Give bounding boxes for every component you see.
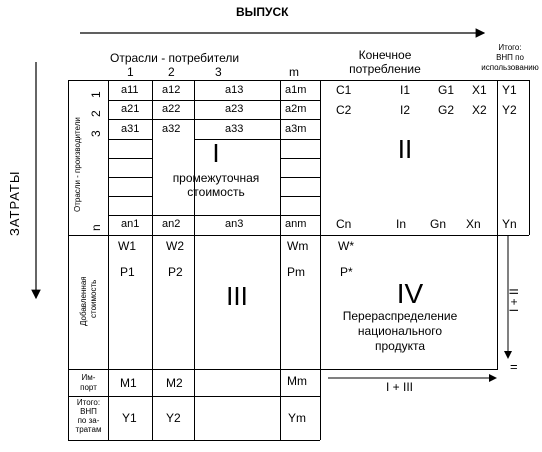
row-num-3: 3 bbox=[89, 130, 103, 137]
grid-line-r2 bbox=[108, 119, 320, 120]
q2-g2: G2 bbox=[438, 103, 455, 117]
q2-x2: X2 bbox=[472, 103, 487, 117]
cell-a23: a23 bbox=[225, 103, 244, 115]
cell-a22: a22 bbox=[162, 103, 181, 115]
q2-xn: Xn bbox=[466, 217, 481, 231]
cell-a31: a31 bbox=[121, 123, 140, 135]
gnp-use-line1: Итого: bbox=[498, 43, 522, 52]
q2-in: In bbox=[396, 217, 407, 231]
cell-an2: an2 bbox=[162, 218, 181, 230]
gnp-cost-line3: по за- bbox=[77, 416, 100, 425]
q4-w-star: W* bbox=[338, 239, 354, 253]
final-consumption-line1: Конечное bbox=[358, 48, 412, 62]
row-num-1: 1 bbox=[89, 91, 103, 98]
q2-i2: I2 bbox=[400, 103, 411, 117]
cell-a12: a12 bbox=[162, 84, 181, 96]
cell-a13: a13 bbox=[225, 84, 244, 96]
cell-a1m: a1m bbox=[285, 84, 307, 96]
q3-w2: W2 bbox=[166, 239, 184, 253]
grid-line-rn bbox=[108, 215, 320, 216]
cell-anm: anm bbox=[285, 218, 307, 230]
q2-y2: Y2 bbox=[502, 103, 517, 117]
quadrant-iv-numeral: IV bbox=[396, 278, 424, 309]
q2-x1: X1 bbox=[472, 83, 487, 97]
cell-a21: a21 bbox=[121, 103, 140, 115]
quadrant-iv-label-2: национального bbox=[357, 324, 443, 338]
import-line1: Им- bbox=[81, 373, 96, 382]
quadrant-i-label-1: промежуточная bbox=[172, 171, 260, 185]
q2-c2: C2 bbox=[336, 103, 352, 117]
q3-p1: P1 bbox=[120, 265, 135, 279]
q2-i1: I1 bbox=[400, 83, 411, 97]
col-num-m: m bbox=[289, 65, 299, 79]
grid-line-r4b bbox=[280, 158, 320, 159]
quadrant-ii-numeral: II bbox=[397, 134, 413, 164]
grid-line-r1 bbox=[108, 100, 320, 101]
q2-g1: G1 bbox=[438, 83, 455, 97]
import-m1: M1 bbox=[120, 376, 137, 390]
grid-line-r5a bbox=[108, 177, 152, 178]
q2-y1: Y1 bbox=[502, 83, 517, 97]
total-y1: Y1 bbox=[122, 411, 137, 425]
q4-p-star: P* bbox=[340, 265, 353, 279]
grid-line-r6b bbox=[280, 196, 320, 197]
grid-line-r3a bbox=[108, 139, 152, 140]
cell-a2m: a2m bbox=[285, 103, 307, 115]
i-plus-iii-label: I + III bbox=[386, 380, 414, 394]
grid-line-bottom bbox=[68, 440, 320, 441]
grid-vline-c1 bbox=[152, 80, 153, 440]
q2-c1: C1 bbox=[336, 83, 352, 97]
cell-a33: a33 bbox=[225, 123, 244, 135]
q2-yn: Yn bbox=[502, 217, 517, 231]
grid-line-top bbox=[68, 80, 529, 81]
col-num-1: 1 bbox=[127, 65, 134, 79]
gnp-cost-line4: тратам bbox=[75, 425, 102, 434]
total-y2: Y2 bbox=[166, 411, 181, 425]
total-ym: Ym bbox=[288, 411, 306, 425]
row-num-2: 2 bbox=[89, 110, 103, 117]
col-num-2: 2 bbox=[168, 65, 175, 79]
industries-header: Отрасли - потребители bbox=[110, 51, 240, 65]
equals-sign: = bbox=[510, 359, 518, 374]
grid-vline-c3 bbox=[280, 80, 281, 440]
quadrant-iii-numeral: III bbox=[226, 281, 248, 311]
gnp-cost-line2: ВНП bbox=[80, 407, 97, 416]
q3-wm: Wm bbox=[287, 239, 309, 253]
zatraty-label: ЗАТРАТЫ bbox=[7, 170, 22, 236]
cell-a3m: a3m bbox=[285, 123, 307, 135]
quadrant-i-label-2: стоимость bbox=[187, 185, 245, 199]
grid-line-r5b bbox=[280, 177, 320, 178]
cell-an1: an1 bbox=[121, 218, 140, 230]
col-num-3: 3 bbox=[215, 65, 222, 79]
import-mm: Mm bbox=[287, 374, 307, 388]
vypusk-label: ВЫПУСК bbox=[236, 5, 289, 19]
cell-a11: a11 bbox=[121, 84, 139, 96]
grid-line-lower bbox=[68, 369, 497, 370]
row-num-n: n bbox=[89, 224, 103, 231]
grid-line-r4a bbox=[108, 158, 152, 159]
gnp-use-line2: ВНП по bbox=[496, 53, 524, 62]
quadrant-iv-label-1: Перераспределение bbox=[342, 309, 458, 323]
grid-vline-right bbox=[529, 80, 530, 235]
quadrant-i-numeral: I bbox=[212, 138, 220, 168]
gnp-cost-line1: Итого: bbox=[76, 398, 101, 407]
producers-label: Отрасли - производители bbox=[73, 117, 82, 212]
gnp-use-line3: использованию bbox=[481, 63, 539, 72]
import-m2: M2 bbox=[166, 376, 183, 390]
q2-cn: Cn bbox=[336, 217, 352, 231]
grid-line-r6a bbox=[108, 196, 152, 197]
final-consumption-line2: потребление bbox=[349, 62, 421, 76]
added-value-line2: стоимость bbox=[89, 279, 98, 318]
grid-vline-final bbox=[497, 80, 498, 370]
i-plus-ii-label: I + II bbox=[507, 288, 521, 312]
cell-an3: an3 bbox=[225, 218, 244, 230]
grid-vline-c2 bbox=[194, 80, 195, 440]
grid-line-mid bbox=[68, 235, 529, 236]
cell-a32: a32 bbox=[162, 123, 181, 135]
q3-p2: P2 bbox=[168, 265, 183, 279]
added-value-line1: Добавленная bbox=[79, 276, 88, 326]
import-line2: порт bbox=[80, 383, 97, 392]
grid-vline-cm bbox=[320, 80, 321, 440]
q3-pm: Pm bbox=[287, 265, 305, 279]
grid-vline-rowhdr bbox=[108, 80, 109, 440]
q3-w1: W1 bbox=[118, 239, 136, 253]
q2-gn: Gn bbox=[430, 217, 447, 231]
quadrant-iv-label-3: продукта bbox=[374, 339, 425, 353]
